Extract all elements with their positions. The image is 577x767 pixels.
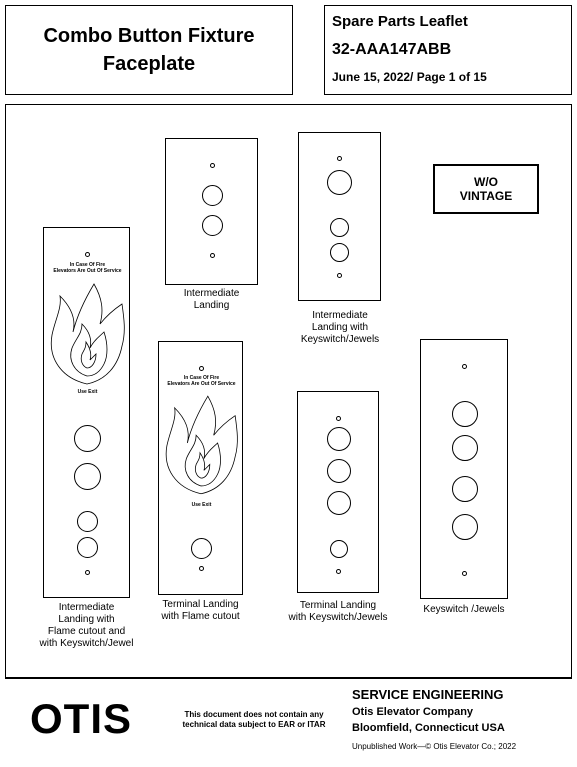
plate-terminal-flame: [158, 341, 243, 595]
button-hole: [74, 463, 101, 490]
screw-hole: [210, 253, 215, 258]
caption-line: Landing with: [311, 322, 369, 333]
button-hole: [191, 538, 212, 559]
screw-hole: [462, 571, 467, 576]
copyright: Unpublished Work—© Otis Elevator Co.; 2022: [352, 742, 517, 751]
fire-notice-line: Elevators Are Out Of Service: [53, 268, 122, 274]
caption-keyswitch-jewels: [404, 604, 524, 616]
caption-line: Terminal Landing: [162, 599, 239, 610]
caption-line: Intermediate: [58, 602, 115, 613]
jewel-hole: [452, 514, 478, 540]
caption-intermediate-landing: [150, 288, 273, 312]
caption-line: with Keyswitch/Jewel: [39, 638, 134, 649]
company-name: Otis Elevator Company: [352, 706, 474, 718]
company-location: Bloomfield, Connecticut USA: [352, 722, 505, 734]
document-title-line1: Combo Button Fixture: [43, 25, 255, 47]
button-hole: [77, 537, 98, 558]
notice-line: This document does not contain any: [184, 710, 324, 719]
leaflet-label: Spare Parts Leaflet: [332, 13, 468, 30]
flame-icon: [161, 392, 241, 496]
part-number: 32-AAA147ABB: [332, 41, 452, 58]
document-title-line2: Faceplate: [102, 53, 196, 75]
caption-line: Keyswitch/Jewels: [300, 334, 380, 345]
plate-intermediate-flame: [43, 227, 130, 598]
fire-notice-line: Elevators Are Out Of Service: [167, 381, 236, 387]
screw-hole: [199, 366, 204, 371]
use-exit-label: Use Exit: [77, 389, 98, 395]
screw-hole: [336, 569, 341, 574]
screw-hole: [210, 163, 215, 168]
vintage-badge: [433, 164, 539, 214]
caption-line: Keyswitch /Jewels: [423, 604, 505, 615]
caption-line: Flame cutout and: [47, 626, 126, 637]
screw-hole: [85, 570, 90, 575]
info-box: [324, 5, 572, 95]
caption-terminal-keyswitch: [270, 600, 406, 624]
keyswitch-hole: [327, 170, 352, 195]
screw-hole: [85, 252, 90, 257]
jewel-hole: [452, 476, 478, 502]
button-hole: [327, 491, 351, 515]
fire-notice-line: In Case Of Fire: [183, 375, 220, 381]
otis-logo: OTIS: [30, 695, 133, 742]
button-hole: [202, 185, 223, 206]
department-name: SERVICE ENGINEERING: [352, 687, 504, 702]
flame-icon: [46, 280, 128, 386]
caption-line: with Flame cutout: [161, 611, 240, 622]
caption-intermediate-keyswitch: [280, 310, 400, 346]
button-hole: [330, 540, 348, 558]
plate-intermediate-landing: [165, 138, 258, 285]
date-page: June 15, 2022/ Page 1 of 15: [332, 70, 487, 84]
caption-line: Intermediate: [312, 310, 368, 321]
caption-line: Intermediate: [183, 288, 240, 299]
screw-hole: [337, 156, 342, 161]
vintage-badge-line2: VINTAGE: [459, 189, 513, 203]
service-block: [352, 686, 505, 736]
button-hole: [327, 459, 351, 483]
footer-divider: [5, 678, 572, 679]
button-hole: [327, 427, 351, 451]
caption-line: Landing: [193, 300, 230, 311]
button-hole: [202, 215, 223, 236]
button-hole: [330, 218, 349, 237]
caption-line: Terminal Landing: [299, 600, 377, 611]
caption-terminal-flame: [140, 599, 261, 623]
screw-hole: [337, 273, 342, 278]
button-hole: [77, 511, 98, 532]
button-hole: [74, 425, 101, 452]
vintage-badge-line1: W/O: [474, 175, 498, 189]
jewel-hole: [452, 435, 478, 461]
fire-notice-line: In Case Of Fire: [69, 262, 106, 268]
caption-line: with Keyswitch/Jewels: [288, 612, 388, 623]
title-box: [5, 5, 293, 95]
jewel-hole: [452, 401, 478, 427]
button-hole: [330, 243, 349, 262]
fire-notice: [44, 262, 131, 274]
notice-line: technical data subject to EAR or ITAR: [182, 720, 326, 729]
caption-intermediate-flame: [20, 602, 153, 650]
caption-line: Landing with: [58, 614, 115, 625]
plate-keyswitch-jewels: [420, 339, 508, 599]
screw-hole: [462, 364, 467, 369]
screw-hole: [199, 566, 204, 571]
fire-notice: [159, 375, 244, 387]
use-exit-label: Use Exit: [191, 502, 212, 508]
screw-hole: [336, 416, 341, 421]
export-notice: [168, 710, 340, 730]
plate-terminal-keyswitch: [297, 391, 379, 593]
plate-intermediate-keyswitch: [298, 132, 381, 301]
